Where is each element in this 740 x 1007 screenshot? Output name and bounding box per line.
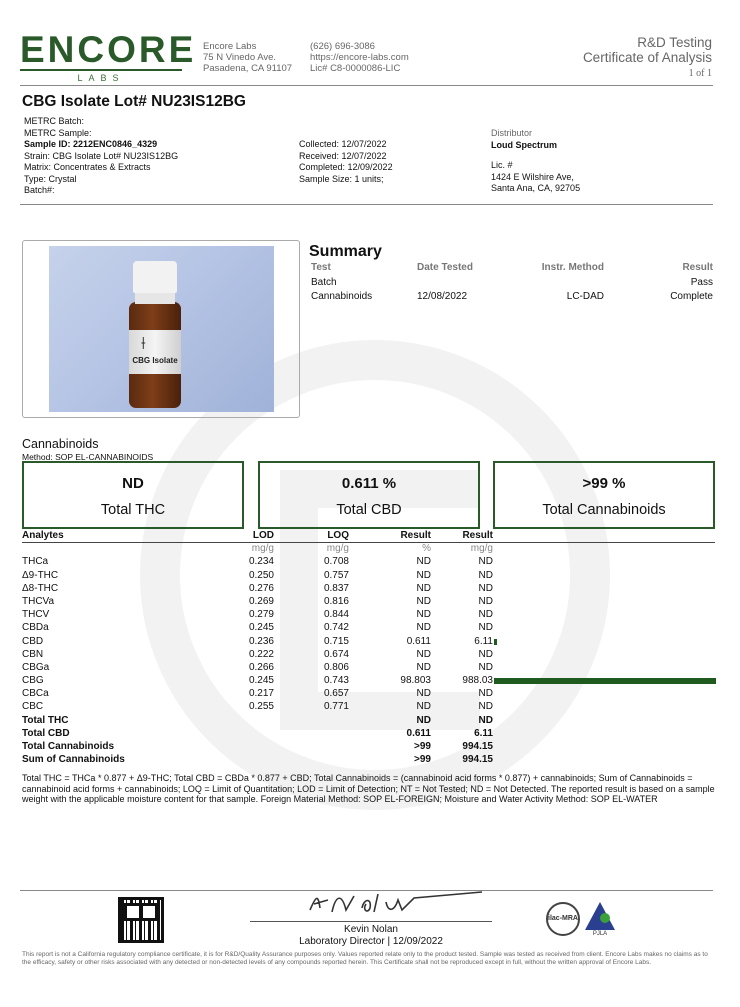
summary-test: Batch [311,276,337,288]
header-result-pct: Result [400,530,431,541]
summary-header-row [311,262,713,277]
analyte-row [22,570,715,583]
analyte-result-pct: ND [416,661,431,673]
collected-date: Collected: 12/07/2022 [299,139,387,149]
sample-title: CBG Isolate Lot# NU23IS12BG [22,93,246,110]
lab-contact [310,41,409,74]
summary-header-method: Instr. Method [541,262,604,273]
analyte-lod: 0.217 [248,688,274,700]
total-name: Total THC [22,714,69,726]
header-result-mg: Result [462,530,493,541]
total-result-pct: >99 [414,754,431,766]
analyte-result-pct: ND [416,622,431,634]
analyte-result-pct: ND [416,582,431,594]
total-name: Total Cannabinoids [22,741,115,752]
total-thc-value: ND [122,475,144,492]
unit-lod: mg/g [251,543,274,555]
analyte-lod: 0.266 [248,661,274,673]
total-name: Sum of Cannabinoids [22,754,125,766]
total-row [22,728,715,741]
cannabinoids-title: Cannabinoids [22,437,99,451]
page-count: 1 of 1 [688,68,712,79]
analyte-name: CBDa [22,622,49,634]
total-result-mg: 994.15 [462,741,493,752]
analyte-result-mg: ND [478,556,493,568]
summary-header-test: Test [311,262,331,273]
analyte-row [22,649,715,662]
analyte-loq: 0.816 [323,595,349,607]
metrc-sample: METRC Sample: [24,127,92,138]
analyte-result-mg: ND [478,582,493,594]
total-cannabinoids-label: Total Cannabinoids [542,502,666,518]
analyte-result-pct: ND [416,701,431,713]
signature-image [302,890,486,918]
analyte-loq: 0.837 [323,582,349,594]
signer-name: Kevin Nolan [344,924,398,935]
analyte-result-pct: 0.611 [406,635,431,647]
analytes-header-row [22,530,715,543]
total-row [22,741,715,754]
analyte-lod: 0.222 [248,648,274,660]
total-cbd-label: Total CBD [336,502,402,518]
total-rows [22,715,715,768]
analyte-rows [22,556,715,714]
analyte-result-pct: ND [416,569,431,581]
analyte-loq: 0.806 [323,661,349,673]
unit-result-mg: mg/g [470,543,493,555]
summary-result: Pass [690,276,713,288]
analyte-row [22,662,715,675]
analyte-result-pct: 98.803 [400,675,431,687]
total-cbd-value: 0.611 % [341,475,397,492]
result-bar [494,639,497,645]
analytes-table [22,530,715,767]
summary-header-result: Result [682,262,713,273]
total-result-pct: 0.611 [406,727,431,739]
analyte-row [22,596,715,609]
distributor-city: Santa Ana, CA, 92705 [491,183,581,193]
analyte-name: CBN [22,648,44,660]
analyte-result-mg: ND [478,701,493,713]
bottle-label-text: CBG Isolate [132,356,178,365]
summary-result: Complete [670,291,713,302]
summary-row [311,291,713,306]
analyte-lod: 0.279 [248,609,274,621]
summary-method: LC-DAD [566,291,604,302]
total-row [22,754,715,767]
analyte-result-mg: ND [478,569,493,581]
total-cannabinoids-value: >99 % [582,475,626,492]
info-divider [20,204,713,205]
received-date: Received: 12/07/2022 [299,150,387,161]
analyte-lod: 0.276 [248,582,274,594]
sample-strain: Strain: CBG Isolate Lot# NU23IS12BG [24,150,179,161]
total-thc-label: Total THC [100,502,166,518]
analyte-row [22,701,715,714]
total-result-mg: ND [478,714,493,726]
analyte-result-mg: 6.11 [474,635,493,647]
analyte-loq: 0.674 [323,648,349,660]
analyte-name: THCVa [22,595,55,607]
analyte-lod: 0.236 [248,635,274,647]
total-cannabinoids-box [493,461,715,529]
analyte-result-pct: ND [416,595,431,607]
doc-type-line1: R&D Testing [637,35,712,50]
product-photo-frame [22,240,300,418]
analyte-loq: 0.743 [323,675,349,687]
summary-date: 12/08/2022 [417,291,468,302]
distributor-name: Loud Spectrum [491,139,558,150]
units-row [22,543,715,556]
encore-labs-logo [20,29,197,83]
analyte-loq: 0.742 [323,622,349,634]
total-cbd-box [258,461,480,529]
analyte-row [22,556,715,569]
signer-title: Laboratory Director | 12/09/2022 [299,935,443,947]
sample-matrix: Matrix: Concentrates & Extracts [24,162,151,172]
analyte-result-pct: ND [416,648,431,660]
summary-row [311,277,713,292]
distributor-label: Distributor [491,128,533,138]
analyte-lod: 0.234 [248,556,274,568]
analyte-loq: 0.757 [323,569,349,581]
analyte-loq: 0.844 [323,609,349,621]
lab-phone: (626) 696-3086 [310,41,375,52]
unit-result-pct: % [422,543,431,555]
logo-subtitle: LABS [20,69,182,83]
completed-date: Completed: 12/09/2022 [299,162,393,172]
total-result-pct: ND [416,714,431,726]
metrc-batch: METRC Batch: [24,116,85,126]
total-thc-box [22,461,244,529]
result-bar [494,678,716,684]
pjla-badge [583,900,617,936]
analyte-name: CBC [22,701,44,713]
analyte-result-mg: ND [478,609,493,621]
lab-license: Lic# C8-0000086-LIC [310,63,401,74]
sample-id: Sample ID: 2212ENC0846_4329 [24,139,158,149]
analyte-lod: 0.250 [248,569,274,581]
sample-info [24,116,178,197]
analyte-result-pct: ND [416,556,431,568]
summary-table [311,262,713,306]
analyte-lod: 0.245 [248,675,274,687]
analyte-name: THCa [22,556,49,568]
lab-address [203,41,292,74]
disclaimer: This report is not a California regulatory compliance certificate, it is for R&D/Quality Assurance purposes only. Values reported relate only to the product tested. Sample was tested as received from client. Encore Labs makes no claims as to the efficacy, safety or other risks associated with any detected or non-detected levels of any compounds reported herein. This Certificate shall not be reproduced except in full, without the written approval of Encore Labs. [22,951,708,966]
analyte-lod: 0.245 [248,622,274,634]
analyte-result-mg: 988.03 [462,675,493,687]
lab-website[interactable]: https://encore-labs.com [310,52,409,63]
analyte-result-pct: ND [416,609,431,621]
analyte-row [22,609,715,622]
analyte-row [22,636,715,649]
distributor-street: 1424 E Wilshire Ave, [491,171,574,182]
header-loq: LOQ [327,530,349,541]
analyte-lod: 0.269 [248,595,274,607]
summary-header-date: Date Tested [417,262,473,273]
product-photo [49,246,274,412]
analyte-name: CBD [22,635,44,647]
distributor-license: Lic. # [491,160,513,170]
total-name: Total CBD [22,727,70,739]
sample-size: Sample Size: 1 units; [299,173,384,184]
doc-type-line2: Certificate of Analysis [582,50,712,65]
analyte-name: Δ9-THC [22,569,59,581]
analyte-loq: 0.715 [323,635,349,647]
analyte-loq: 0.771 [323,701,349,713]
analyte-name: THCV [22,609,50,621]
lab-city: Pasadena, CA 91107 [203,63,293,74]
ilac-mra-badge: ilac-MRA [546,902,580,936]
bottle-cap [133,261,177,293]
analyte-result-mg: ND [478,595,493,607]
analyte-row [22,688,715,701]
analyte-result-mg: ND [478,688,493,700]
summary-title: Summary [309,243,382,260]
document-type [583,35,712,79]
analyte-row [22,583,715,596]
analyte-row [22,675,715,688]
summary-test: Cannabinoids [311,291,373,302]
signer-block [250,921,492,947]
sample-type: Type: Crystal [24,173,77,184]
qr-code[interactable] [118,897,164,943]
analyte-result-mg: ND [478,622,493,634]
analyte-result-mg: ND [478,661,493,673]
analyte-row [22,622,715,635]
total-result-mg: 994.15 [462,754,493,766]
total-result-mg: 6.11 [474,727,493,739]
analyte-result-pct: ND [416,688,431,700]
analyte-name: Δ8-THC [22,582,59,594]
sample-dates [299,139,393,185]
sample-batch: Batch#: [24,185,55,195]
bottle-label [129,330,181,374]
header-lod: LOD [252,530,274,541]
analyte-name: CBGa [22,661,50,673]
analyte-loq: 0.657 [323,688,349,700]
analyte-loq: 0.708 [323,556,349,568]
bottle-logo-icon: ⟊ [141,333,146,353]
unit-loq: mg/g [326,543,349,555]
method-notes: Total THC = THCa * 0.877 + Δ9-THC; Total CBD = CBDa * 0.877 + CBD; Total Cannabinoids = (cannabinoid acid forms * 0.877) + cannabinoids; Sum of Cannabinoids = cannabinoid acid forms + cannabinoids; LOQ = Limit of Quantitation; LOD = Limit of Detection; NT = Not Tested; ND = Not Detected. The reported result is based on a sample weight with the applicable moisture content for that sample. Foreign Material Method: SOP EL-FOREIGN; Moisture and Water Activity Method: SOP EL-WATER [22,773,715,804]
lab-name: Encore Labs [203,41,257,52]
total-result-pct: >99 [414,741,431,752]
cannabinoids-method: Method: SOP EL-CANNABINOIDS [22,452,154,462]
header-analytes: Analytes [22,530,64,541]
pjla-badge-text: PJLA [592,931,608,936]
analyte-result-mg: ND [478,648,493,660]
lab-street: 75 N Vinedo Ave. [203,52,277,63]
analyte-lod: 0.255 [248,701,274,713]
total-row [22,715,715,728]
distributor-info [491,128,580,195]
logo-wordmark: ENCORE [20,29,197,70]
header-divider [20,85,713,86]
analyte-name: CBCa [22,688,49,700]
analyte-name: CBG [22,675,44,687]
